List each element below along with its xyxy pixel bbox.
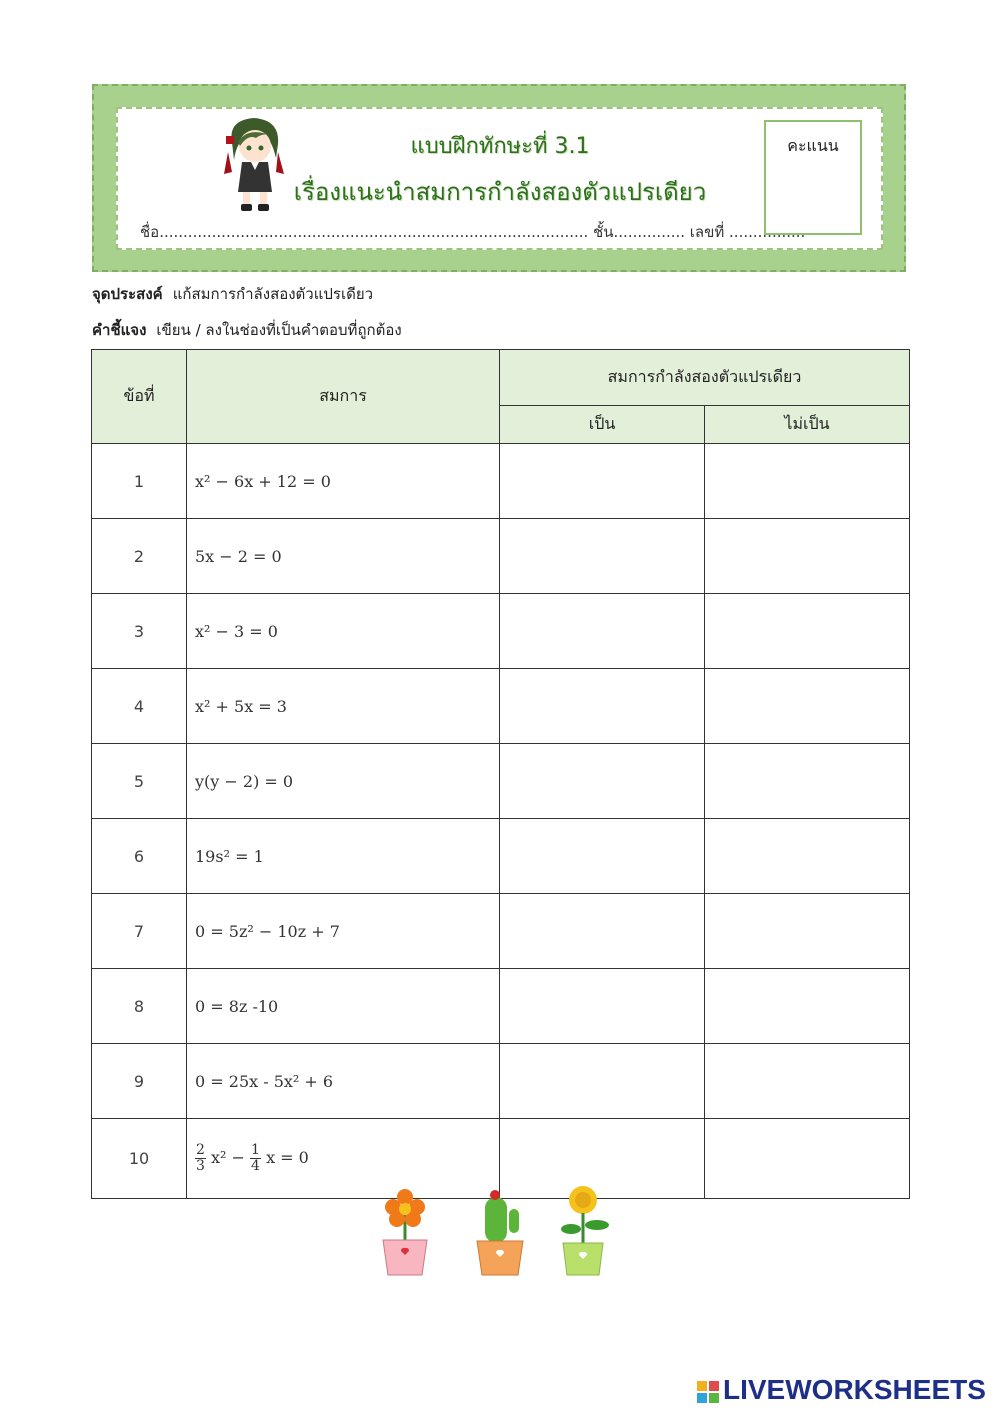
answer-is-cell[interactable]	[500, 894, 705, 969]
row-equation: 19s² = 1	[187, 819, 500, 894]
answer-is-cell[interactable]	[500, 669, 705, 744]
answer-is-cell[interactable]	[500, 744, 705, 819]
header-is: เป็น	[500, 406, 705, 444]
objective-label: จุดประสงค์	[92, 285, 163, 303]
table-row	[92, 669, 910, 744]
liveworksheets-brand	[697, 1374, 986, 1406]
flower-pots-illustration	[375, 1185, 635, 1280]
answer-is-not-cell[interactable]	[705, 669, 910, 744]
table-row	[92, 894, 910, 969]
liveworksheets-logo-icon	[697, 1381, 719, 1403]
table-row	[92, 594, 910, 669]
row-equation: 0 = 5z² − 10z + 7	[187, 894, 500, 969]
header-group: สมการกำลังสองตัวแปรเดียว	[500, 350, 910, 406]
row-equation: 0 = 8z -10	[187, 969, 500, 1044]
answer-is-not-cell[interactable]	[705, 894, 910, 969]
row-number: 8	[92, 969, 187, 1044]
quadratic-equation-table	[91, 349, 910, 1199]
row-number: 7	[92, 894, 187, 969]
header-is-not: ไม่เป็น	[705, 406, 910, 444]
row-number: 2	[92, 519, 187, 594]
row-number: 5	[92, 744, 187, 819]
answer-is-cell[interactable]	[500, 594, 705, 669]
answer-is-not-cell[interactable]	[705, 819, 910, 894]
table-row	[92, 444, 910, 519]
row-number: 6	[92, 819, 187, 894]
worksheet-subtitle: เรื่องแนะนำสมการกำลังสองตัวแปรเดียว	[293, 178, 707, 206]
score-label: คะแนน	[787, 136, 839, 155]
answer-is-cell[interactable]	[500, 969, 705, 1044]
answer-is-not-cell[interactable]	[705, 744, 910, 819]
row-number: 1	[92, 444, 187, 519]
row-equation: 0 = 25x - 5x² + 6	[187, 1044, 500, 1119]
row-equation: x² − 3 = 0	[187, 594, 500, 669]
student-info-line: ชื่อ.......................................................................................... ชั้น............... เลขที่ ................	[140, 223, 806, 241]
score-box	[764, 120, 862, 235]
header-equation: สมการ	[187, 350, 500, 444]
row-equation: y(y − 2) = 0	[187, 744, 500, 819]
answer-is-cell[interactable]	[500, 1044, 705, 1119]
objective-text: แก้สมการกำลังสองตัวแปรเดียว	[172, 285, 374, 303]
row-equation: 5x − 2 = 0	[187, 519, 500, 594]
equation-part: x = 0	[266, 1148, 309, 1167]
answer-is-not-cell[interactable]	[705, 1119, 910, 1199]
row-number: 10	[92, 1119, 187, 1199]
cactus-icon	[477, 1190, 523, 1275]
answer-is-cell[interactable]	[500, 819, 705, 894]
answer-is-not-cell[interactable]	[705, 444, 910, 519]
table-row	[92, 969, 910, 1044]
row-equation: x² + 5x = 3	[187, 669, 500, 744]
directions	[92, 318, 402, 342]
table-row	[92, 1044, 910, 1119]
table-row	[92, 744, 910, 819]
header-item-number: ข้อที่	[92, 350, 187, 444]
equation-part: x² −	[211, 1148, 245, 1167]
table-row	[92, 519, 910, 594]
fraction-two-thirds: $\frac{2}{3}$	[196, 1142, 205, 1174]
orange-flower-icon	[383, 1189, 427, 1275]
answer-is-cell[interactable]	[500, 444, 705, 519]
objective	[92, 282, 373, 306]
answer-is-not-cell[interactable]	[705, 969, 910, 1044]
answer-is-not-cell[interactable]	[705, 1044, 910, 1119]
row-number: 3	[92, 594, 187, 669]
row-number: 4	[92, 669, 187, 744]
answer-is-not-cell[interactable]	[705, 594, 910, 669]
directions-label: คำชี้แจง	[92, 321, 147, 339]
row-equation: x² − 6x + 12 = 0	[187, 444, 500, 519]
row-number: 9	[92, 1044, 187, 1119]
sunflower-icon	[561, 1186, 609, 1275]
answer-is-cell[interactable]	[500, 519, 705, 594]
worksheet-title: แบบฝึกทักษะที่ 3.1	[410, 134, 590, 159]
directions-text: เขียน / ลงในช่องที่เป็นคำตอบที่ถูกต้อง	[156, 321, 402, 339]
table-row	[92, 819, 910, 894]
fraction-one-quarter: $\frac{1}{4}$	[251, 1142, 260, 1174]
answer-is-not-cell[interactable]	[705, 519, 910, 594]
brand-text: LIVEWORKSHEETS	[723, 1374, 986, 1405]
